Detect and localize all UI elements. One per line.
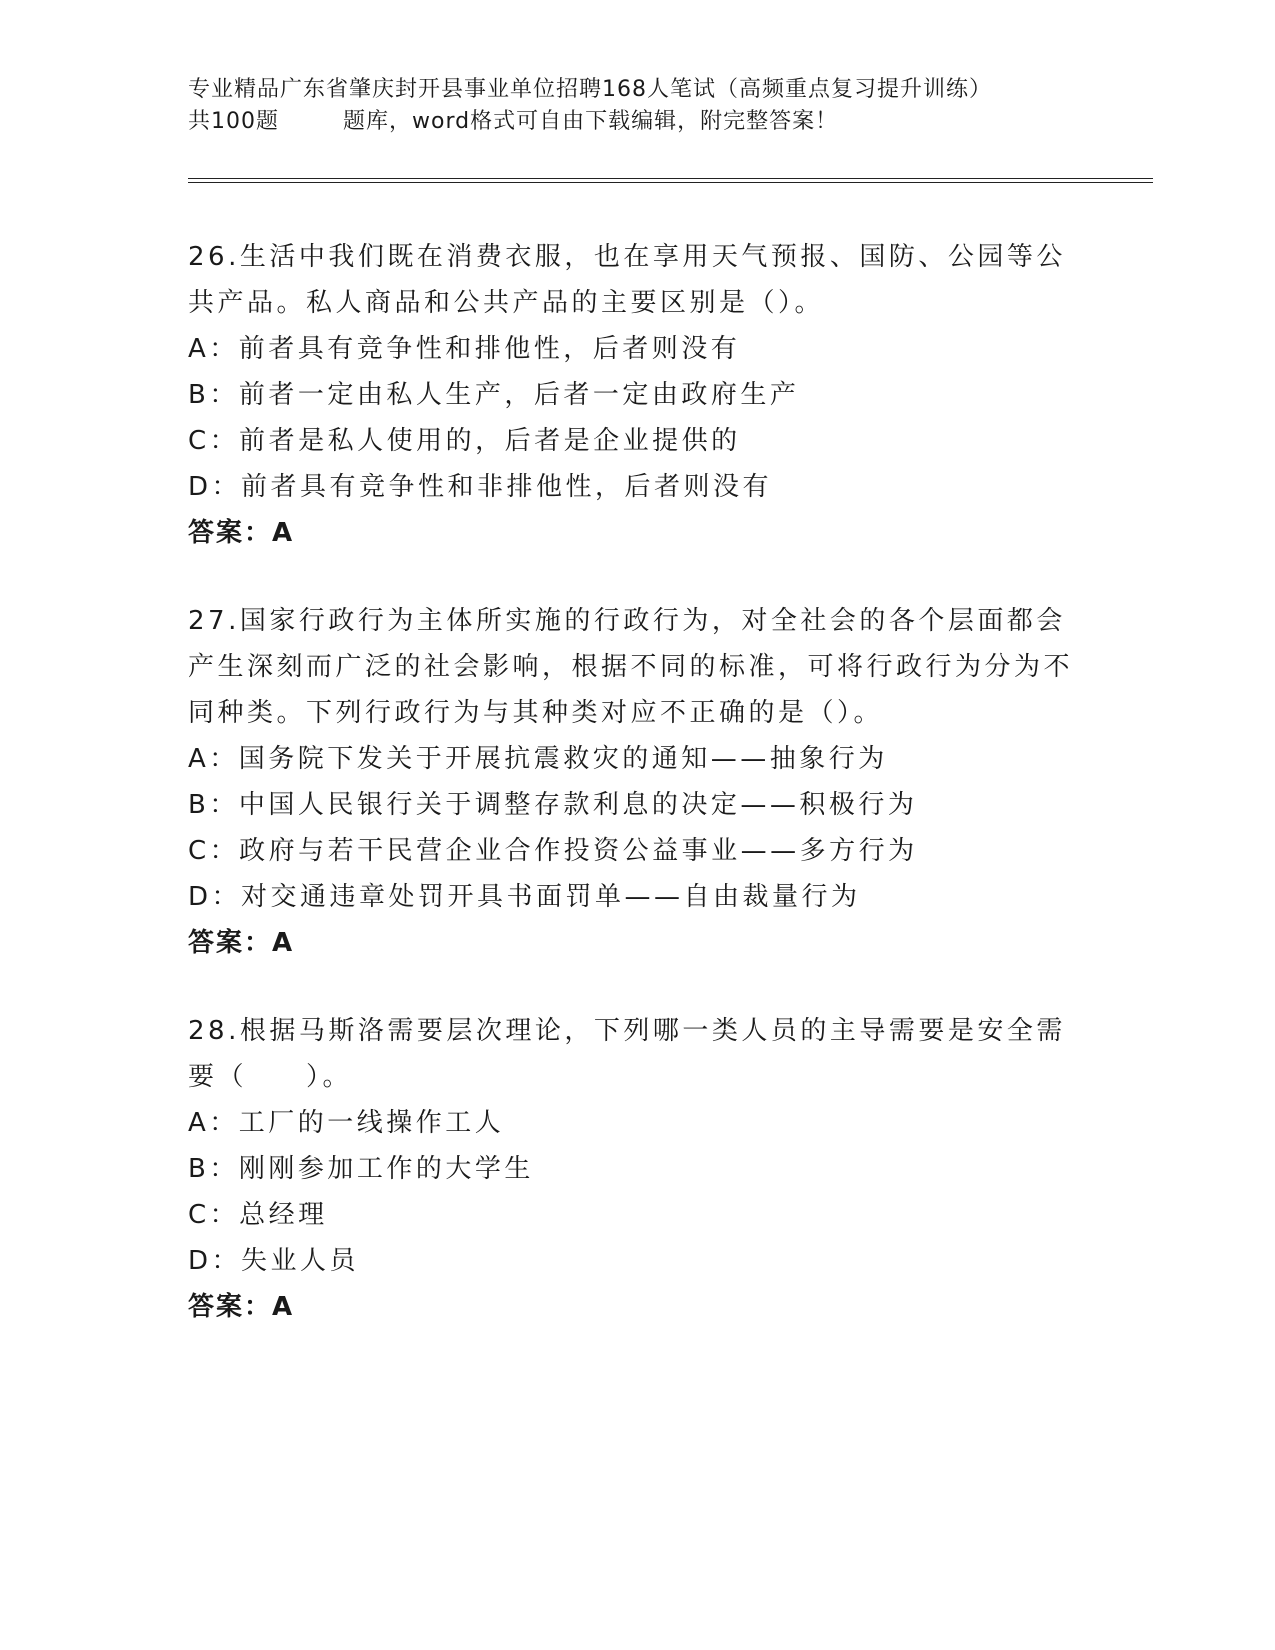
question-stem: 28.根据马斯洛需要层次理论，下列哪一类人员的主导需要是安全需要（ ）。 bbox=[188, 1016, 1066, 1092]
option-a: A：前者具有竞争性和排他性，后者则没有 bbox=[188, 334, 741, 364]
option-b: B：中国人民银行关于调整存款利息的决定——积极行为 bbox=[188, 790, 918, 820]
header-subtitle bbox=[188, 106, 1088, 138]
header-divider-bottom bbox=[188, 182, 1153, 183]
question-28 bbox=[188, 1008, 1088, 1330]
question-27 bbox=[188, 598, 1088, 966]
option-d: D：前者具有竞争性和非排他性，后者则没有 bbox=[188, 472, 773, 502]
option-c: C：政府与若干民营企业合作投资公益事业——多方行为 bbox=[188, 836, 918, 866]
question-stem: 27.国家行政行为主体所实施的行政行为，对全社会的各个层面都会产生深刻而广泛的社会影响，根据不同的标准，可将行政行为分为不同种类。下列行政行为与其种类对应不正确的是（）。 bbox=[188, 606, 1074, 728]
header-description: 题库，word格式可自由下载编辑，附完整答案！ bbox=[343, 109, 839, 134]
option-c: C：前者是私人使用的，后者是企业提供的 bbox=[188, 426, 741, 456]
question-26 bbox=[188, 234, 1088, 556]
option-a: A：国务院下发关于开展抗震救灾的通知——抽象行为 bbox=[188, 744, 888, 774]
question-stem: 26.生活中我们既在消费衣服，也在享用天气预报、国防、公园等公共产品。私人商品和公共产品的主要区别是（）。 bbox=[188, 242, 1066, 318]
answer: 答案：A bbox=[188, 928, 295, 958]
answer: 答案：A bbox=[188, 518, 295, 548]
header-title: 专业精品广东省肇庆封开县事业单位招聘168人笔试（高频重点复习提升训练） bbox=[188, 77, 992, 102]
answer: 答案：A bbox=[188, 1292, 295, 1322]
option-d: D：失业人员 bbox=[188, 1246, 360, 1276]
header-question-count: 共100题 bbox=[188, 109, 279, 134]
option-c: C：总经理 bbox=[188, 1200, 328, 1230]
option-b: B：刚刚参加工作的大学生 bbox=[188, 1154, 534, 1184]
option-b: B：前者一定由私人生产，后者一定由政府生产 bbox=[188, 380, 800, 410]
option-d: D：对交通违章处罚开具书面罚单——自由裁量行为 bbox=[188, 882, 861, 912]
document-header bbox=[188, 74, 1088, 138]
header-divider-top bbox=[188, 178, 1153, 179]
option-a: A：工厂的一线操作工人 bbox=[188, 1108, 505, 1138]
